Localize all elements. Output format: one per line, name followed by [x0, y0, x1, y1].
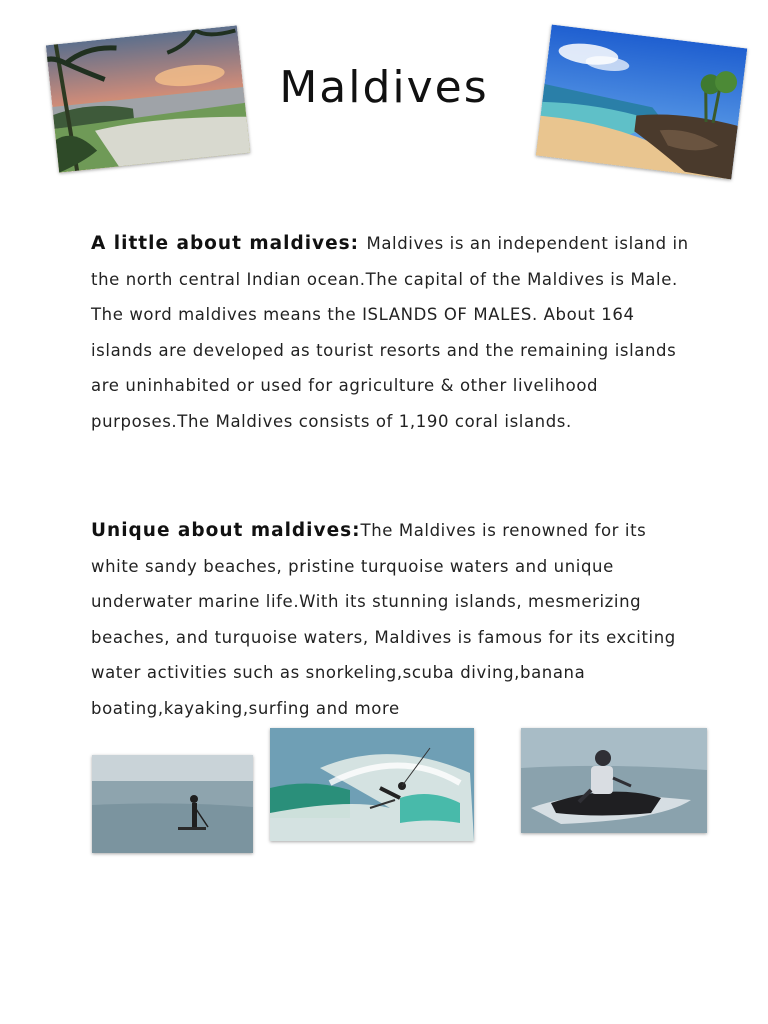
- jetski-photo: [521, 728, 707, 833]
- unique-paragraph: [91, 513, 691, 726]
- unique-heading: Unique about maldives:: [91, 520, 361, 541]
- unique-text: The Maldives is renowned for its white sandy beaches, pristine turquoise waters and unique underwater marine life.With its stunning islands, mesmerizing beaches, and turquoise waters, Maldives is famous for its exciting water activities such as snorkeling,scuba diving,banana boating,kayaking,surfing and more: [91, 521, 676, 718]
- about-paragraph: [91, 226, 691, 439]
- page-title: Maldives: [279, 62, 489, 113]
- about-text: Maldives is an independent island in the north central Indian ocean.The capital of the Maldives is Male. The word maldives means the ISLANDS OF MALES. About 164 islands are developed as tourist resorts and the remaining islands are uninhabited or used for agriculture & other livelihood purposes.The Maldives consists of 1,190 coral islands.: [91, 234, 689, 431]
- about-heading: A little about maldives:: [91, 233, 367, 254]
- rocky-beach-photo: [536, 24, 748, 179]
- paddleboard-photo: [92, 755, 253, 853]
- kitesurfing-photo: [270, 728, 474, 841]
